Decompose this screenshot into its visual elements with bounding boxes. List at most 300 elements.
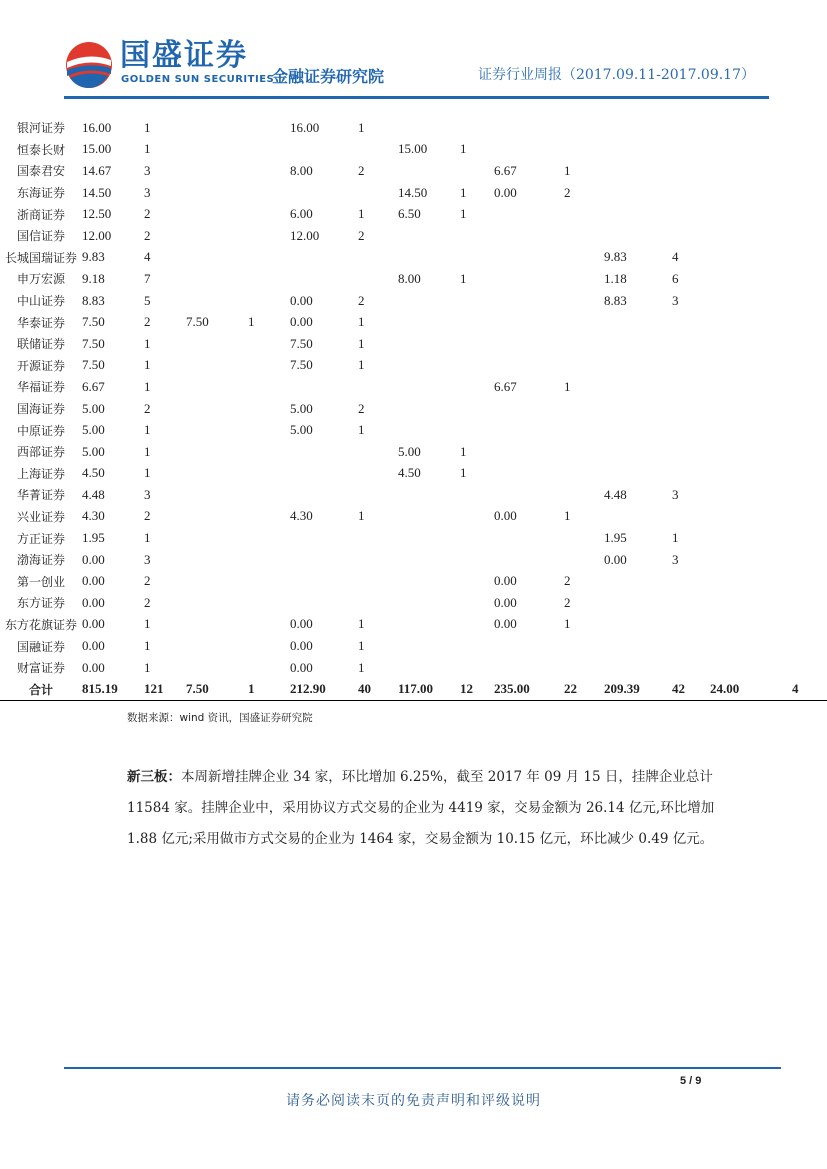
value-cell: 1 xyxy=(144,357,151,373)
value-cell xyxy=(604,139,672,161)
value-cell xyxy=(398,506,460,528)
broker-name-cell: 第一创业 xyxy=(16,574,65,589)
value-cell xyxy=(358,463,398,485)
value-cell xyxy=(290,376,358,398)
value-cell: 4.48 xyxy=(82,486,105,502)
value-cell: 12.00 xyxy=(82,227,112,243)
value-cell: 6.00 xyxy=(290,206,313,222)
value-cell xyxy=(792,311,827,333)
value-cell xyxy=(710,311,792,333)
value-cell xyxy=(792,376,827,398)
value-cell: 2 xyxy=(358,292,365,308)
value-cell xyxy=(494,355,564,377)
value-cell: 0.00 xyxy=(604,551,627,567)
broker-name-cell: 财富证券 xyxy=(16,661,65,676)
value-cell xyxy=(792,203,827,225)
broker-name-cell: 华菁证券 xyxy=(16,488,65,503)
value-cell xyxy=(398,635,460,657)
value-cell: 1 xyxy=(564,616,571,632)
value-cell xyxy=(460,117,494,139)
value-cell xyxy=(398,311,460,333)
value-cell xyxy=(290,268,358,290)
value-cell: 4 xyxy=(792,678,827,701)
value-cell: 0.00 xyxy=(82,616,105,632)
value-cell xyxy=(186,592,248,614)
value-cell: 24.00 xyxy=(710,678,792,701)
value-cell: 9.83 xyxy=(82,249,105,265)
broker-name-cell: 华泰证券 xyxy=(16,315,65,330)
value-cell: 4.48 xyxy=(604,486,627,502)
broker-name-cell: 渤海证券 xyxy=(16,553,65,568)
value-cell xyxy=(494,484,564,506)
value-cell xyxy=(604,203,672,225)
value-cell xyxy=(358,268,398,290)
value-cell: 1 xyxy=(460,465,467,481)
value-cell: 235.00 xyxy=(494,678,564,701)
value-cell: 7.50 xyxy=(82,314,105,330)
value-cell xyxy=(186,398,248,420)
value-cell xyxy=(494,117,564,139)
value-cell xyxy=(398,225,460,247)
value-cell: 1 xyxy=(248,678,290,701)
value-cell xyxy=(710,376,792,398)
value-cell xyxy=(248,355,290,377)
value-cell xyxy=(494,419,564,441)
value-cell: 7.50 xyxy=(186,314,209,330)
value-cell xyxy=(710,225,792,247)
broker-name-cell: 兴业证券 xyxy=(16,509,65,524)
value-cell: 1 xyxy=(144,465,151,481)
value-cell xyxy=(494,657,564,679)
broker-name-cell: 长城国瑞证券 xyxy=(4,250,77,265)
value-cell: 14.50 xyxy=(82,184,112,200)
value-cell: 1.95 xyxy=(604,530,627,546)
value-cell xyxy=(792,419,827,441)
value-cell xyxy=(248,117,290,139)
value-cell xyxy=(792,549,827,571)
table-row xyxy=(0,376,827,398)
value-cell xyxy=(604,160,672,182)
value-cell: 1 xyxy=(144,443,151,459)
value-cell xyxy=(710,268,792,290)
value-cell: 2 xyxy=(144,227,151,243)
table-row xyxy=(0,160,827,182)
value-cell xyxy=(186,117,248,139)
value-cell xyxy=(398,614,460,636)
broker-name-cell: 开源证券 xyxy=(16,358,65,373)
value-cell xyxy=(248,484,290,506)
value-cell xyxy=(460,506,494,528)
value-cell xyxy=(248,419,290,441)
value-cell xyxy=(710,182,792,204)
value-cell: 2 xyxy=(144,314,151,330)
value-cell: 4 xyxy=(672,249,679,265)
value-cell xyxy=(494,247,564,269)
value-cell: 2 xyxy=(358,227,365,243)
value-cell xyxy=(604,592,672,614)
value-cell xyxy=(494,203,564,225)
golden-sun-logo-icon xyxy=(64,40,114,90)
value-cell: 0.00 xyxy=(494,508,517,524)
value-cell xyxy=(186,160,248,182)
value-cell xyxy=(792,657,827,679)
value-cell: 8.83 xyxy=(82,292,105,308)
value-cell xyxy=(672,463,710,485)
value-cell xyxy=(710,527,792,549)
value-cell: 9.18 xyxy=(82,270,105,286)
value-cell: 1 xyxy=(460,443,467,459)
value-cell: 5.00 xyxy=(290,400,313,416)
value-cell xyxy=(710,160,792,182)
value-cell xyxy=(186,182,248,204)
value-cell xyxy=(710,139,792,161)
disclaimer-note: 请务必阅读末页的免责声明和评级说明 xyxy=(286,1093,541,1109)
value-cell xyxy=(358,549,398,571)
value-cell xyxy=(792,225,827,247)
value-cell xyxy=(710,570,792,592)
value-cell: 16.00 xyxy=(290,119,320,135)
table-row xyxy=(0,333,827,355)
broker-name-cell: 方正证券 xyxy=(16,531,65,546)
value-cell xyxy=(398,570,460,592)
value-cell xyxy=(792,247,827,269)
value-cell: 1 xyxy=(144,335,151,351)
value-cell xyxy=(248,635,290,657)
value-cell: 5 xyxy=(144,292,151,308)
value-cell xyxy=(672,225,710,247)
value-cell: 1 xyxy=(144,616,151,632)
data-source-note: 数据来源：wind 资讯，国盛证券研究院 xyxy=(127,712,313,724)
value-cell xyxy=(358,376,398,398)
value-cell: 7.50 xyxy=(290,357,313,373)
value-cell xyxy=(186,225,248,247)
value-cell: 6 xyxy=(672,270,679,286)
value-cell: 3 xyxy=(144,162,151,178)
value-cell: 5.00 xyxy=(290,422,313,438)
brand-name-en: GOLDEN SUN SECURITIES xyxy=(121,74,275,85)
value-cell xyxy=(186,203,248,225)
value-cell: 1 xyxy=(460,184,467,200)
value-cell xyxy=(792,268,827,290)
value-cell xyxy=(604,311,672,333)
value-cell xyxy=(290,441,358,463)
value-cell xyxy=(248,549,290,571)
value-cell xyxy=(710,635,792,657)
broker-name-cell: 国融证券 xyxy=(16,639,65,654)
broker-name-cell: 东方证券 xyxy=(16,596,65,611)
value-cell: 2 xyxy=(144,206,151,222)
value-cell xyxy=(398,484,460,506)
value-cell xyxy=(460,398,494,420)
value-cell xyxy=(710,333,792,355)
institute-name: 金融证券研究院 xyxy=(272,67,385,86)
value-cell xyxy=(186,635,248,657)
value-cell xyxy=(290,549,358,571)
value-cell xyxy=(672,355,710,377)
value-cell xyxy=(792,398,827,420)
value-cell: 22 xyxy=(564,678,604,701)
value-cell xyxy=(672,635,710,657)
value-cell xyxy=(248,527,290,549)
value-cell xyxy=(290,463,358,485)
value-cell: 2 xyxy=(358,400,365,416)
value-cell xyxy=(672,657,710,679)
table-row xyxy=(0,355,827,377)
value-cell xyxy=(672,333,710,355)
value-cell xyxy=(494,225,564,247)
value-cell xyxy=(460,333,494,355)
table-row xyxy=(0,268,827,290)
value-cell xyxy=(710,117,792,139)
broker-name-cell: 中山证券 xyxy=(16,294,65,309)
value-cell xyxy=(672,203,710,225)
value-cell: 1 xyxy=(144,638,151,654)
value-cell xyxy=(564,463,604,485)
value-cell: 1 xyxy=(358,119,365,135)
value-cell xyxy=(792,592,827,614)
value-cell xyxy=(672,592,710,614)
value-cell xyxy=(672,419,710,441)
value-cell: 5.00 xyxy=(82,422,105,438)
value-cell: 1 xyxy=(460,270,467,286)
value-cell xyxy=(604,570,672,592)
table-row xyxy=(0,203,827,225)
value-cell xyxy=(564,635,604,657)
value-cell xyxy=(710,355,792,377)
value-cell xyxy=(792,139,827,161)
value-cell xyxy=(710,398,792,420)
value-cell xyxy=(248,398,290,420)
value-cell xyxy=(248,333,290,355)
value-cell: 1 xyxy=(672,530,679,546)
broker-name-cell: 国海证券 xyxy=(16,402,65,417)
broker-name-cell: 联储证券 xyxy=(16,337,65,352)
value-cell xyxy=(186,139,248,161)
value-cell xyxy=(604,398,672,420)
value-cell xyxy=(792,527,827,549)
table-row xyxy=(0,549,827,571)
value-cell xyxy=(494,333,564,355)
value-cell: 1 xyxy=(460,141,467,157)
value-cell: 6.67 xyxy=(494,162,517,178)
value-cell: 815.19 xyxy=(82,678,144,701)
value-cell xyxy=(604,225,672,247)
value-cell xyxy=(672,311,710,333)
value-cell xyxy=(248,268,290,290)
value-cell: 12.50 xyxy=(82,206,112,222)
value-cell xyxy=(460,549,494,571)
value-cell xyxy=(494,290,564,312)
value-cell xyxy=(358,527,398,549)
value-cell xyxy=(358,441,398,463)
value-cell xyxy=(792,484,827,506)
value-cell xyxy=(460,419,494,441)
broker-name-cell: 西部证券 xyxy=(16,445,65,460)
value-cell xyxy=(672,398,710,420)
value-cell: 4.30 xyxy=(82,508,105,524)
value-cell: 3 xyxy=(144,184,151,200)
table-row xyxy=(0,614,827,636)
value-cell xyxy=(710,506,792,528)
broker-name-cell: 浙商证券 xyxy=(16,207,65,222)
value-cell xyxy=(672,139,710,161)
value-cell xyxy=(290,484,358,506)
value-cell xyxy=(460,355,494,377)
value-cell: 6.50 xyxy=(398,206,421,222)
value-cell xyxy=(398,290,460,312)
value-cell: 0.00 xyxy=(82,638,105,654)
value-cell xyxy=(604,614,672,636)
table-row xyxy=(0,635,827,657)
value-cell xyxy=(604,333,672,355)
value-cell xyxy=(564,268,604,290)
neeq-paragraph xyxy=(127,762,717,855)
broker-name-cell: 上海证券 xyxy=(16,466,65,481)
value-cell xyxy=(710,247,792,269)
value-cell xyxy=(248,614,290,636)
value-cell xyxy=(672,506,710,528)
value-cell xyxy=(358,484,398,506)
value-cell: 0.00 xyxy=(290,314,313,330)
value-cell xyxy=(186,657,248,679)
value-cell xyxy=(792,570,827,592)
value-cell: 40 xyxy=(358,678,398,701)
value-cell xyxy=(672,160,710,182)
value-cell: 1 xyxy=(144,378,151,394)
value-cell xyxy=(672,376,710,398)
value-cell xyxy=(460,527,494,549)
value-cell xyxy=(564,355,604,377)
value-cell: 4.30 xyxy=(290,508,313,524)
table-row xyxy=(0,398,827,420)
value-cell: 1.18 xyxy=(604,270,627,286)
value-cell xyxy=(460,247,494,269)
value-cell xyxy=(564,139,604,161)
value-cell xyxy=(290,139,358,161)
value-cell: 1 xyxy=(564,162,571,178)
value-cell xyxy=(792,506,827,528)
value-cell xyxy=(186,506,248,528)
value-cell xyxy=(604,355,672,377)
value-cell: 5.00 xyxy=(398,443,421,459)
value-cell: 3 xyxy=(672,292,679,308)
value-cell xyxy=(398,657,460,679)
value-cell xyxy=(398,117,460,139)
value-cell: 1 xyxy=(358,206,365,222)
value-cell xyxy=(290,247,358,269)
table-row xyxy=(0,117,827,139)
value-cell: 0.00 xyxy=(290,616,313,632)
paragraph-label: 新三板： xyxy=(127,769,181,785)
value-cell: 7 xyxy=(144,270,151,286)
value-cell xyxy=(604,441,672,463)
value-cell xyxy=(460,614,494,636)
value-cell xyxy=(564,527,604,549)
value-cell xyxy=(710,463,792,485)
value-cell xyxy=(186,419,248,441)
broker-name-cell: 东海证券 xyxy=(16,186,65,201)
value-cell xyxy=(248,506,290,528)
value-cell xyxy=(792,355,827,377)
value-cell: 8.00 xyxy=(398,270,421,286)
value-cell: 3 xyxy=(672,551,679,567)
broker-name-cell: 申万宏源 xyxy=(16,272,65,287)
value-cell: 0.00 xyxy=(82,659,105,675)
broker-name-cell: 银河证券 xyxy=(16,121,65,136)
value-cell: 1 xyxy=(358,616,365,632)
value-cell: 0.00 xyxy=(82,594,105,610)
value-cell: 6.67 xyxy=(494,378,517,394)
value-cell xyxy=(186,441,248,463)
value-cell: 8.83 xyxy=(604,292,627,308)
value-cell xyxy=(460,484,494,506)
value-cell: 1 xyxy=(248,314,255,330)
value-cell xyxy=(710,441,792,463)
value-cell: 2 xyxy=(358,162,365,178)
table-row xyxy=(0,527,827,549)
value-cell xyxy=(358,247,398,269)
value-cell: 7.50 xyxy=(186,678,248,701)
value-cell: 16.00 xyxy=(82,119,112,135)
value-cell: 1 xyxy=(358,659,365,675)
table-row xyxy=(0,419,827,441)
broker-name-cell: 国泰君安 xyxy=(16,164,65,179)
value-cell: 15.00 xyxy=(398,141,428,157)
value-cell xyxy=(494,441,564,463)
value-cell xyxy=(460,376,494,398)
value-cell: 1 xyxy=(564,378,571,394)
value-cell xyxy=(792,635,827,657)
value-cell: 9.83 xyxy=(604,249,627,265)
value-cell xyxy=(792,441,827,463)
value-cell xyxy=(248,657,290,679)
value-cell: 2 xyxy=(144,400,151,416)
value-cell xyxy=(792,614,827,636)
value-cell xyxy=(248,182,290,204)
value-cell xyxy=(290,527,358,549)
value-cell xyxy=(460,570,494,592)
value-cell: 2 xyxy=(144,594,151,610)
table-row xyxy=(0,139,827,161)
value-cell xyxy=(248,225,290,247)
value-cell: 1 xyxy=(358,422,365,438)
table-row xyxy=(0,182,827,204)
value-cell xyxy=(358,592,398,614)
value-cell xyxy=(604,635,672,657)
value-cell xyxy=(564,419,604,441)
value-cell: 1.95 xyxy=(82,530,105,546)
value-cell xyxy=(186,484,248,506)
value-cell xyxy=(604,657,672,679)
value-cell: 209.39 xyxy=(604,678,672,701)
value-cell xyxy=(460,635,494,657)
value-cell xyxy=(792,333,827,355)
value-cell xyxy=(564,225,604,247)
value-cell xyxy=(398,419,460,441)
value-cell: 0.00 xyxy=(494,184,517,200)
value-cell: 1 xyxy=(144,530,151,546)
value-cell xyxy=(710,419,792,441)
value-cell xyxy=(186,355,248,377)
table-row xyxy=(0,311,827,333)
table-row xyxy=(0,225,827,247)
table-row xyxy=(0,290,827,312)
value-cell xyxy=(186,247,248,269)
value-cell xyxy=(186,376,248,398)
value-cell xyxy=(792,290,827,312)
underwriting-table xyxy=(0,117,827,701)
value-cell xyxy=(248,247,290,269)
